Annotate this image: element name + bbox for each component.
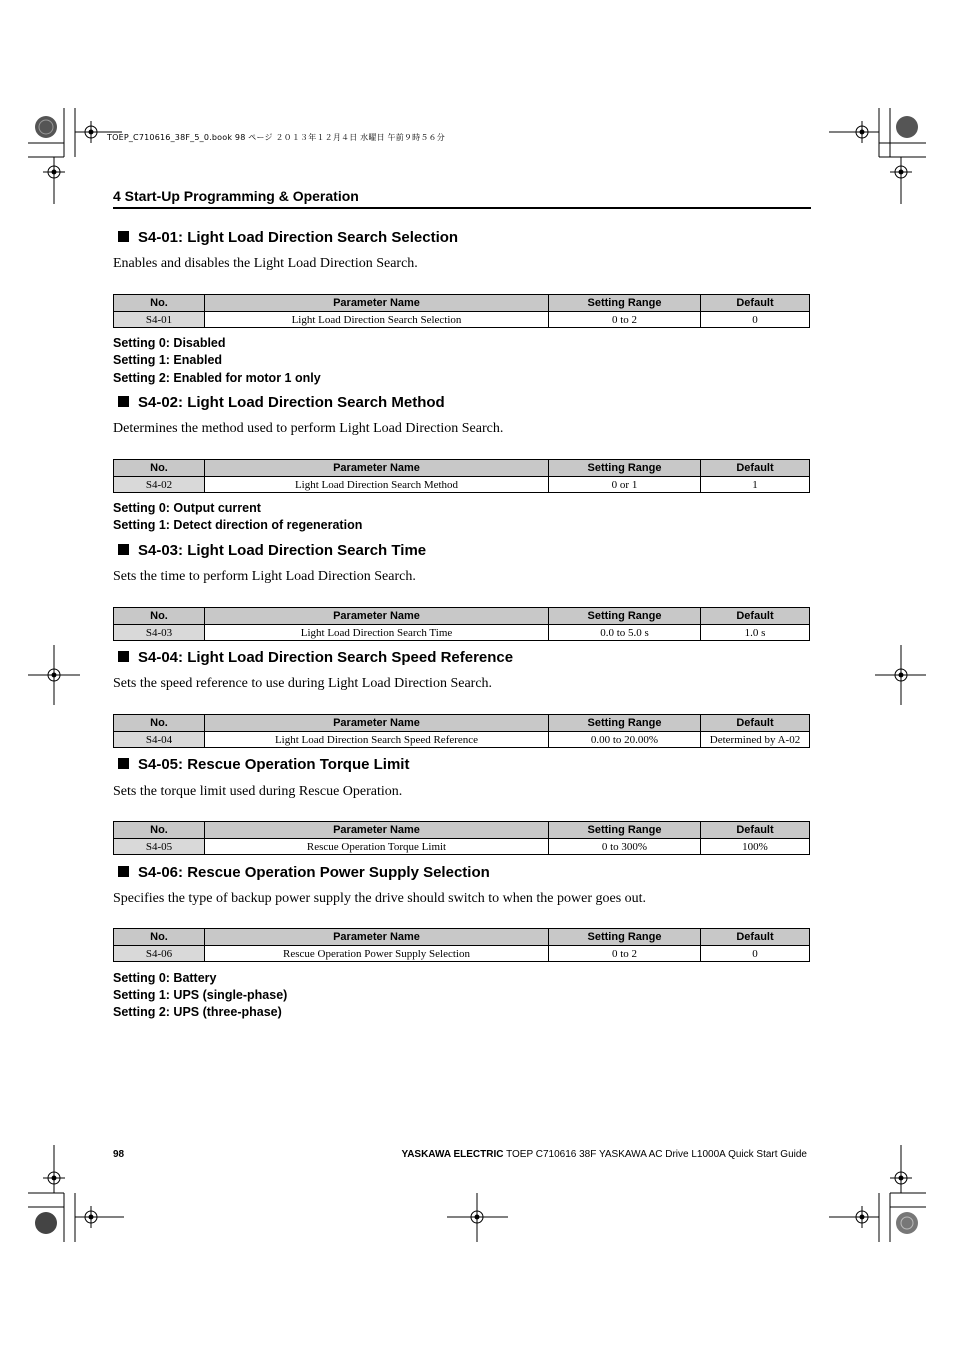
param-default: 100% [701,839,810,855]
setting-option: Setting 1: Detect direction of regeneration [113,518,363,532]
header-parameter-name: Parameter Name [205,460,549,477]
section-bullet-icon [118,396,129,407]
param-no: S4-06 [114,946,205,962]
table-row [114,946,810,962]
footer-doc-title [401,1149,807,1160]
section-title-s4-03: S4-03: Light Load Direction Search Time [118,542,426,559]
setting-option: Setting 1: Enabled [113,353,223,367]
header-setting-range: Setting Range [549,295,701,312]
header-parameter-name: Parameter Name [205,929,549,946]
header-setting-range: Setting Range [549,822,701,839]
header-no: No. [114,929,205,946]
param-range: 0.0 to 5.0 s [549,625,701,641]
section-bullet-icon [118,758,129,769]
param-no: S4-04 [114,732,205,748]
setting-option: Setting 0: Output current [113,501,261,515]
param-default: 1.0 s [701,625,810,641]
setting-option: Setting 2: UPS (three-phase) [113,1005,282,1019]
section-title-s4-01: S4-01: Light Load Direction Search Selection [118,229,458,246]
section-description: Determines the method used to perform Light Load Direction Search. [113,421,504,436]
section-bullet-icon [118,544,129,555]
section-bullet-icon [118,651,129,662]
param-no: S4-01 [114,312,205,328]
table-row [114,625,810,641]
chapter-header: 4 Start-Up Programming & Operation [113,188,359,204]
parameter-table-s4-06 [113,928,810,962]
parameter-table-s4-05 [113,821,810,855]
param-name: Light Load Direction Search Time [205,625,549,641]
header-rule [113,207,811,209]
print-slug: TOEP_C710616_38F_5_0.book 98 ページ ２０１３年１２月４日 水曜日 午前９時５６分 [107,133,445,142]
header-setting-range: Setting Range [549,929,701,946]
footer-doc: TOEP C710616 38F YASKAWA AC Drive L1000A Quick Start Guide [503,1149,807,1160]
section-description: Specifies the type of backup power supply the drive should switch to when the power goes out. [113,891,647,906]
parameter-table-s4-02 [113,459,810,493]
header-parameter-name: Parameter Name [205,608,549,625]
header-default: Default [701,608,810,625]
section-description: Sets the time to perform Light Load Direction Search. [113,569,416,584]
setting-option: Setting 1: UPS (single-phase) [113,988,288,1002]
param-name: Rescue Operation Power Supply Selection [205,946,549,962]
section-title-s4-06: S4-06: Rescue Operation Power Supply Selection [118,864,490,881]
section-bullet-icon [118,231,129,242]
param-range: 0 to 2 [549,312,701,328]
param-range: 0.00 to 20.00% [549,732,701,748]
param-range: 0 or 1 [549,477,701,493]
table-row [114,839,810,855]
table-row [114,732,810,748]
header-default: Default [701,715,810,732]
param-default: 1 [701,477,810,493]
param-default: 0 [701,946,810,962]
param-default: Determined by A-02 [701,732,810,748]
header-default: Default [701,460,810,477]
header-parameter-name: Parameter Name [205,822,549,839]
header-default: Default [701,929,810,946]
page-number: 98 [113,1149,125,1160]
param-no: S4-02 [114,477,205,493]
footer-brand: YASKAWA ELECTRIC [401,1149,504,1160]
header-parameter-name: Parameter Name [205,715,549,732]
table-row [114,312,810,328]
header-no: No. [114,608,205,625]
header-setting-range: Setting Range [549,460,701,477]
section-description: Sets the torque limit used during Rescue Operation. [113,784,403,799]
header-default: Default [701,295,810,312]
param-name: Light Load Direction Search Speed Reference [205,732,549,748]
param-no: S4-05 [114,839,205,855]
parameter-table-s4-03 [113,607,810,641]
param-range: 0 to 300% [549,839,701,855]
parameter-table-s4-01 [113,294,810,328]
header-setting-range: Setting Range [549,715,701,732]
header-default: Default [701,822,810,839]
header-setting-range: Setting Range [549,608,701,625]
param-range: 0 to 2 [549,946,701,962]
param-name: Light Load Direction Search Method [205,477,549,493]
setting-option: Setting 2: Enabled for motor 1 only [113,371,321,385]
param-name: Rescue Operation Torque Limit [205,839,549,855]
header-no: No. [114,295,205,312]
header-no: No. [114,460,205,477]
header-no: No. [114,715,205,732]
param-name: Light Load Direction Search Selection [205,312,549,328]
setting-option: Setting 0: Battery [113,971,217,985]
param-default: 0 [701,312,810,328]
header-parameter-name: Parameter Name [205,295,549,312]
table-row [114,477,810,493]
section-bullet-icon [118,866,129,877]
setting-option: Setting 0: Disabled [113,336,226,350]
header-no: No. [114,822,205,839]
section-title-s4-02: S4-02: Light Load Direction Search Method [118,394,445,411]
section-description: Enables and disables the Light Load Direction Search. [113,256,418,271]
parameter-table-s4-04 [113,714,810,748]
section-description: Sets the speed reference to use during Light Load Direction Search. [113,676,493,691]
section-title-s4-05: S4-05: Rescue Operation Torque Limit [118,756,409,773]
section-title-s4-04: S4-04: Light Load Direction Search Speed Reference [118,649,513,666]
param-no: S4-03 [114,625,205,641]
